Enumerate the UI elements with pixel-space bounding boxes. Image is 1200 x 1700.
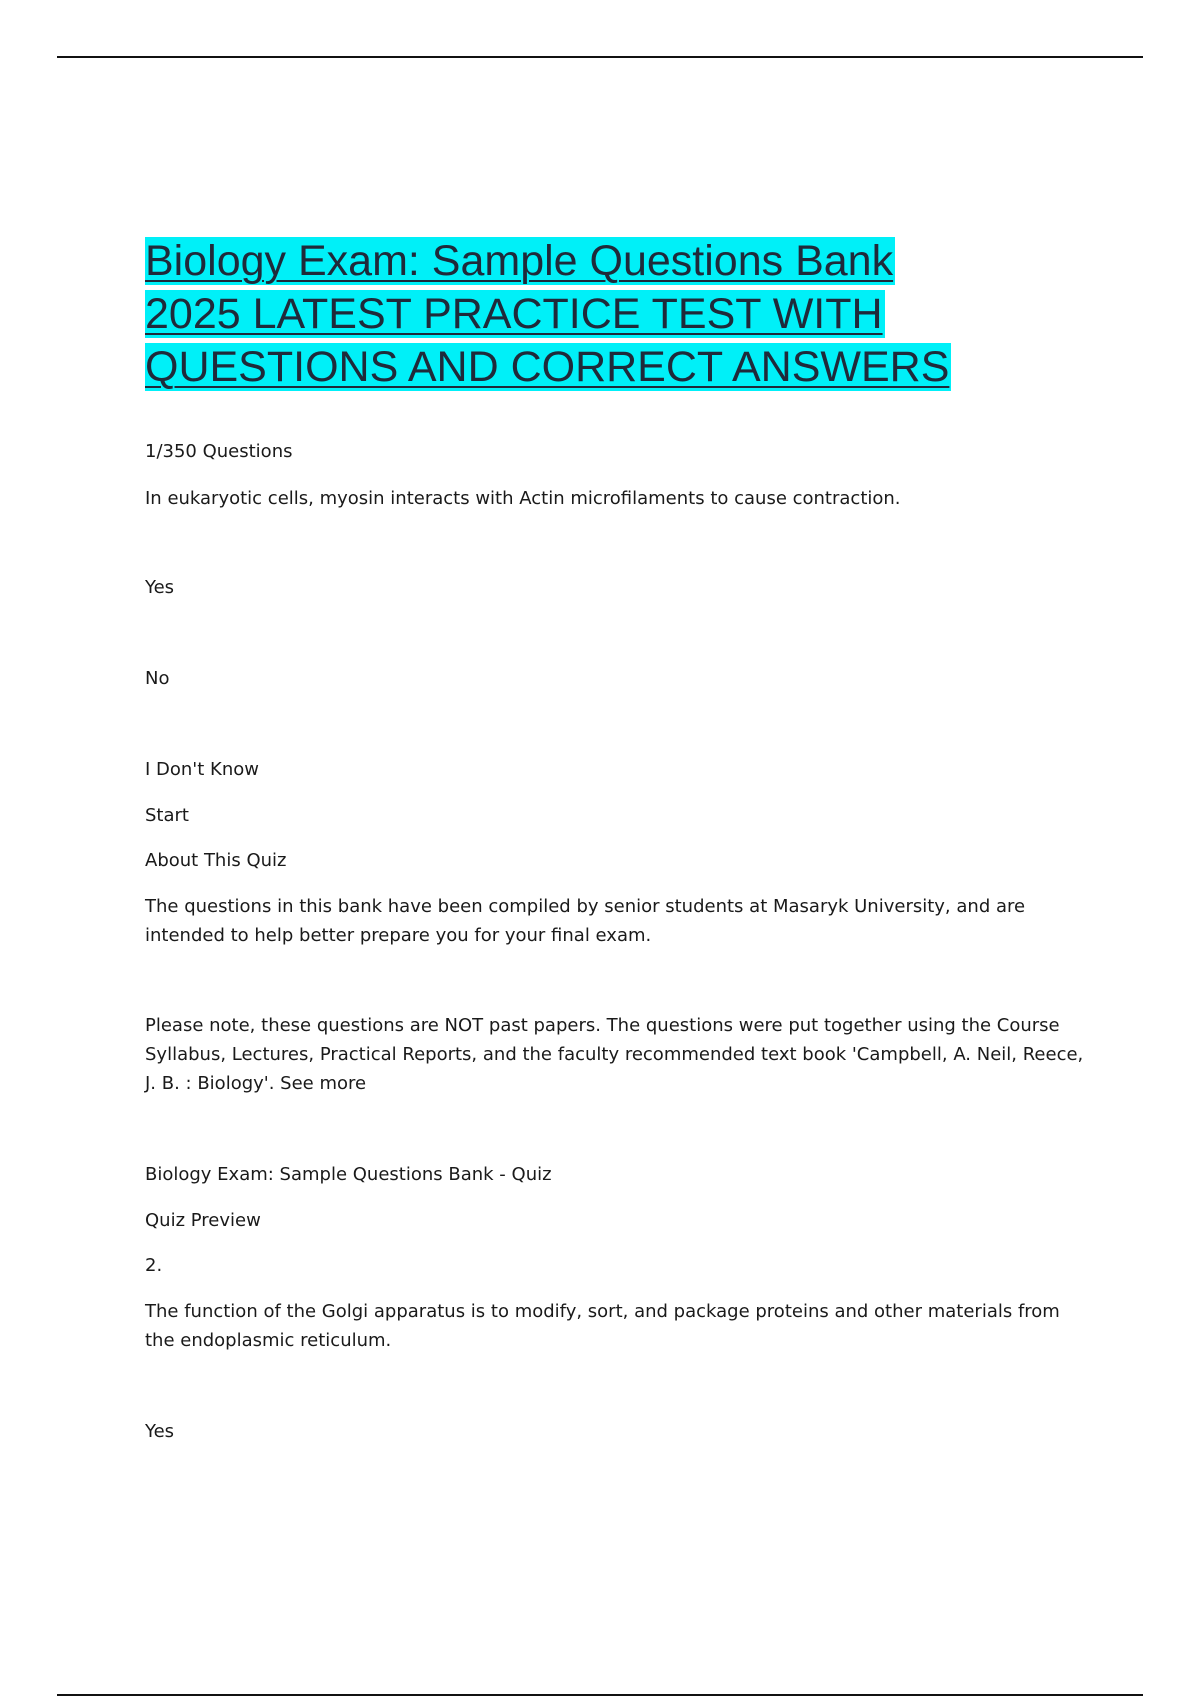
title-line-2[interactable]: 2025 LATEST PRACTICE TEST WITH [145, 290, 883, 338]
about-heading: About This Quiz [145, 850, 287, 871]
question-2-text: The function of the Golgi apparatus is to modify, sort, and package proteins and other materials from the endoplasmic reticulum. [145, 1301, 1060, 1351]
question-2-option-yes[interactable]: Yes [145, 1421, 175, 1442]
question-1-text: In eukaryotic cells, myosin interacts with Actin microfilaments to cause contraction. [145, 488, 901, 509]
about-paragraph-2: Please note, these questions are NOT past papers. The questions were put together using the Course Syllabus, Lectures, Practical Reports, and the faculty recommended text book 'Campbell, A. Neil, Reece, J. B. : Biology'. See more [145, 1015, 1084, 1094]
question-1-option-no[interactable]: No [145, 668, 170, 689]
start-button[interactable]: Start [145, 805, 189, 826]
question-2-number: 2. [145, 1255, 163, 1276]
question-1-option-yes[interactable]: Yes [145, 577, 175, 598]
about-paragraph-1: The questions in this bank have been compiled by senior students at Masaryk University, and are intended to help better prepare you for your final exam. [145, 896, 1026, 946]
bottom-rule [57, 1694, 1143, 1696]
title-line-3[interactable]: QUESTIONS AND CORRECT ANSWERS [145, 343, 950, 391]
question-count: 1/350 Questions [145, 441, 293, 462]
question-1-option-dont-know[interactable]: I Don't Know [145, 759, 259, 780]
quiz-preview-label: Quiz Preview [145, 1210, 261, 1231]
document-title[interactable] [145, 235, 1045, 394]
quiz-title: Biology Exam: Sample Questions Bank - Quiz [145, 1164, 552, 1185]
top-rule [57, 56, 1143, 58]
title-line-1[interactable]: Biology Exam: Sample Questions Bank [145, 237, 894, 285]
